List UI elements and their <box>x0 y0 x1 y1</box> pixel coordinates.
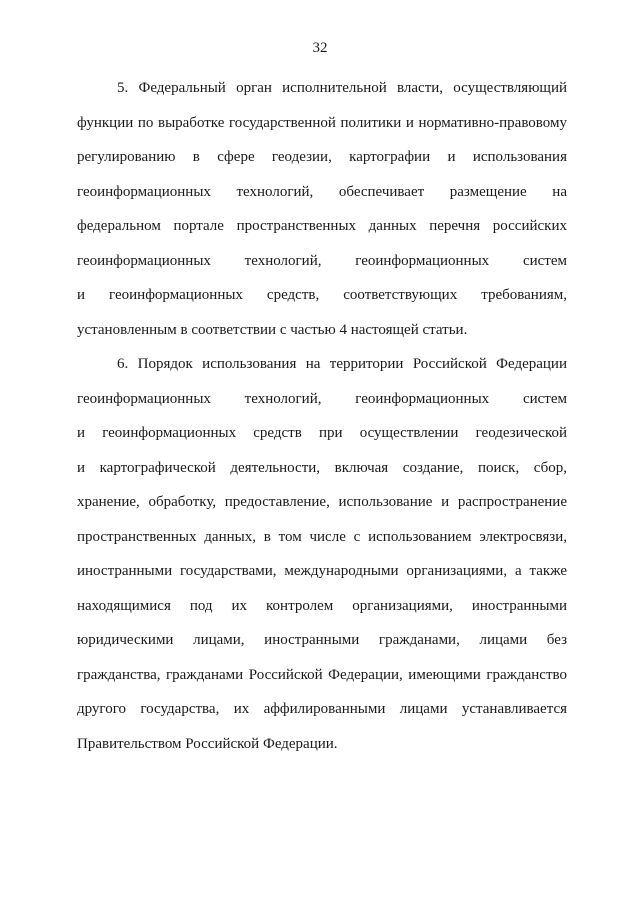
text-line: установленным в соответствии с частью 4 настоящей статьи. <box>77 321 468 338</box>
text-line: регулированию в сфере геодезии, картографии и использования <box>77 149 567 165</box>
text-line: геоинформационных технологий, обеспечивает размещение на <box>77 183 567 200</box>
text-line: гражданства, гражданами Российской Федерации, имеющими гражданство <box>77 666 567 683</box>
text-line: хранение, обработку, предоставление, использование и распространение <box>77 494 567 510</box>
text-line: пространственных данных, в том числе с использованием электросвязи, <box>77 528 567 545</box>
paragraph-5 <box>77 71 567 347</box>
text-line: геоинформационных технологий, геоинформационных систем <box>77 390 567 407</box>
text-line: и геоинформационных средств при осуществлении геодезической <box>77 425 567 441</box>
text-line: и геоинформационных средств, соответствующих требованиям, <box>77 287 567 303</box>
text-line: функции по выработке государственной политики и нормативно-правовому <box>77 114 567 131</box>
text-line: геоинформационных технологий, геоинформационных систем <box>77 252 567 269</box>
text-line: иностранными государствами, международными организациями, а также <box>77 563 567 579</box>
page-number: 32 <box>312 40 328 56</box>
text-line: и картографической деятельности, включая создание, поиск, сбор, <box>77 459 567 476</box>
text-line: 6. Порядок использования на территории Российской Федерации <box>117 356 567 372</box>
paragraph-6 <box>77 347 567 761</box>
text-line: находящимися под их контролем организациями, иностранными <box>77 597 567 614</box>
text-line: 5. Федеральный орган исполнительной власти, осуществляющий <box>117 80 567 96</box>
text-line: другого государства, их аффилированными лицами устанавливается <box>77 701 567 717</box>
text-line: юридическими лицами, иностранными гражданами, лицами без <box>77 632 567 648</box>
text-line: федеральном портале пространственных данных перечня российских <box>77 218 567 234</box>
text-line: Правительством Российской Федерации. <box>77 735 338 752</box>
